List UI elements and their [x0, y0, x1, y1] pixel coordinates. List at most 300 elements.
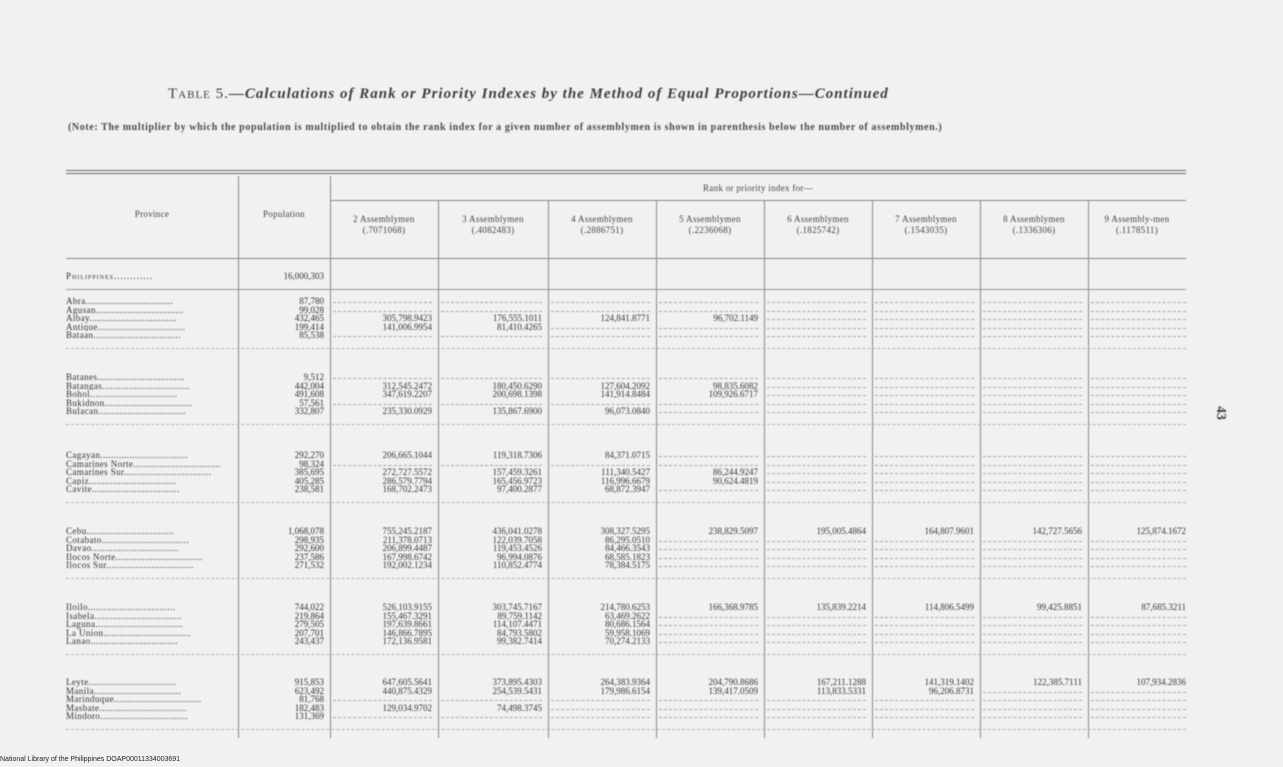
rank-index-cell: 78,384.5175: [605, 560, 650, 571]
empty-cell-leader: [333, 336, 432, 337]
empty-cell-leader: [441, 717, 542, 718]
empty-cell-leader: [983, 617, 1082, 618]
group-separator: [66, 578, 1186, 579]
empty-cell-leader: [767, 328, 866, 329]
empty-cell-leader: [659, 625, 758, 626]
province-name: Bulacan.................................: [66, 407, 186, 416]
rank-index-cell: 214,780.6253: [600, 602, 650, 612]
empty-cell-leader: [875, 328, 974, 329]
province-name: Cebu.................................: [66, 527, 175, 536]
empty-cell-leader: [983, 692, 1082, 693]
empty-cell-leader: [767, 549, 866, 550]
empty-cell-leader: [441, 302, 542, 303]
empty-cell-leader: [767, 456, 866, 457]
table-title: [168, 86, 1098, 103]
rank-header-rule: [330, 200, 1186, 201]
empty-cell-leader: [983, 404, 1082, 405]
empty-cell-leader: [1091, 634, 1186, 635]
rank-index-cell: 172,136.9581: [382, 636, 432, 647]
rank-index-cell: 68,872.3947: [605, 484, 650, 495]
rank-index-cell: 98,835.6082: [713, 380, 758, 391]
page-number: 43: [1213, 406, 1228, 420]
empty-cell-leader: [875, 617, 974, 618]
province-population: 491,608: [294, 389, 324, 400]
empty-cell-leader: [1091, 404, 1186, 405]
empty-cell-leader: [875, 634, 974, 635]
empty-cell-leader: [767, 642, 866, 643]
rank-index-cell: 129,034.9702: [382, 702, 432, 713]
rank-index-cell: 197,639.8661: [382, 619, 432, 630]
empty-cell-leader: [875, 541, 974, 542]
empty-cell-leader: [767, 709, 866, 710]
empty-cell-leader: [333, 378, 432, 379]
column-multiplier: (.2236068): [688, 225, 732, 235]
empty-cell-leader: [551, 336, 650, 337]
province-name: Camarines Sur.................................: [66, 468, 212, 477]
empty-cell-leader: [1091, 336, 1186, 337]
rank-index-cell: 141,006.9954: [382, 321, 432, 332]
province-name: Bukidnon.................................: [66, 398, 193, 408]
group-separator: [66, 654, 1186, 655]
rank-index-cell: 211,378.0713: [382, 534, 432, 545]
province-name: Laguna.................................: [66, 620, 183, 629]
empty-cell-leader: [983, 311, 1082, 312]
empty-cell-leader: [551, 717, 650, 718]
rank-index-cell: 305,798.9423: [382, 313, 432, 324]
empty-cell-leader: [333, 302, 432, 303]
table-note: (Note: The multiplier by which the population is multiplied to obtain the rank index for a given number of assemblymen is shown in parenthesis below the number of assemblymen.): [68, 122, 943, 133]
empty-cell-leader: [1091, 617, 1186, 618]
empty-cell-leader: [983, 456, 1082, 457]
column-divider: [980, 200, 981, 738]
empty-cell-leader: [767, 473, 866, 474]
province-population: 199,414: [294, 321, 324, 332]
province-name: Bohol.................................: [66, 390, 178, 399]
empty-cell-leader: [551, 378, 650, 379]
rank-index-cell: 135,867.6900: [492, 406, 542, 417]
empty-cell-leader: [659, 566, 758, 567]
column-multiplier: (.1178511): [1115, 225, 1159, 235]
province-name: Abra.................................: [66, 297, 174, 306]
empty-cell-leader: [1091, 319, 1186, 320]
province-population: 1,068,078: [288, 526, 324, 536]
province-name: Cotabato.................................: [66, 535, 190, 545]
empty-cell-leader: [983, 625, 1082, 626]
province-name: Isabela.................................: [66, 611, 182, 621]
empty-cell-leader: [333, 404, 432, 405]
rank-index-cell: 141,319.1402: [924, 677, 974, 687]
rank-index-cell: 235,330.0929: [382, 406, 432, 417]
empty-cell-leader: [767, 490, 866, 491]
rank-index-cell: 176,555.1011: [492, 313, 542, 324]
empty-cell-leader: [983, 378, 1082, 379]
province-name: Davao.................................: [66, 544, 179, 553]
empty-cell-leader: [875, 717, 974, 718]
rank-index-cell: 206,899.4487: [382, 543, 432, 554]
empty-cell-leader: [441, 404, 542, 405]
empty-cell-leader: [983, 328, 1082, 329]
rank-index-cell: 264,383.9364: [600, 677, 650, 687]
rank-index-cell: 80,686.1564: [605, 619, 650, 630]
province-name: La Union.................................: [66, 628, 191, 638]
empty-cell-leader: [659, 378, 758, 379]
group-separator: [66, 729, 1186, 730]
rank-index-cell: 206,665.1044: [382, 450, 432, 460]
philippines-label: Philippines............: [66, 272, 154, 281]
empty-cell-leader: [875, 642, 974, 643]
rank-index-cell: 436,041.0278: [492, 526, 542, 536]
empty-cell-leader: [1091, 456, 1186, 457]
empty-cell-leader: [441, 311, 542, 312]
empty-cell-leader: [333, 311, 432, 312]
rank-index-cell: 96,206.8731: [929, 685, 974, 696]
empty-cell-leader: [333, 465, 432, 466]
rank-index-cell: 96,702.1149: [713, 313, 758, 324]
empty-cell-leader: [875, 700, 974, 701]
empty-cell-leader: [1091, 387, 1186, 388]
empty-cell-leader: [1091, 642, 1186, 643]
empty-cell-leader: [875, 490, 974, 491]
empty-cell-leader: [551, 404, 650, 405]
empty-cell-leader: [983, 395, 1082, 396]
empty-cell-leader: [659, 465, 758, 466]
rank-index-cell: 164,807.9601: [924, 526, 974, 536]
empty-cell-leader: [983, 336, 1082, 337]
empty-cell-leader: [767, 311, 866, 312]
empty-cell-leader: [875, 404, 974, 405]
empty-cell-leader: [983, 302, 1082, 303]
empty-cell-leader: [875, 311, 974, 312]
rank-index-cell: 167,211.1288: [816, 677, 866, 687]
column-multiplier: (.2886751): [580, 225, 624, 235]
empty-cell-leader: [983, 566, 1082, 567]
rank-index-cell: 124,841.8771: [600, 313, 650, 324]
rank-index-cell: 254,539.5431: [492, 685, 542, 696]
rank-index-cell: 107,934.2836: [1136, 677, 1186, 687]
rank-index-cell: 312,545.2472: [382, 380, 432, 391]
empty-cell-leader: [1091, 465, 1186, 466]
empty-cell-leader: [767, 558, 866, 559]
empty-cell-leader: [333, 700, 432, 701]
header-population: Population: [262, 209, 305, 219]
rank-index-cell: 155,467.3291: [382, 610, 432, 621]
empty-cell-leader: [1091, 692, 1186, 693]
rank-index-cell: 109,926.6717: [708, 389, 758, 400]
rank-index-cell: 84,793.5802: [497, 627, 542, 638]
column-divider: [656, 200, 657, 738]
province-population: 237,586: [294, 551, 324, 562]
top-rule: [66, 173, 1186, 174]
empty-cell-leader: [983, 549, 1082, 550]
empty-cell-leader: [551, 328, 650, 329]
empty-cell-leader: [659, 302, 758, 303]
empty-cell-leader: [1091, 700, 1186, 701]
empty-cell-leader: [1091, 378, 1186, 379]
rank-index-cell: 111,340.5427: [601, 467, 650, 478]
province-name: Lanao.................................: [66, 637, 178, 646]
column-multiplier: (.4082483): [471, 225, 515, 235]
province-name: Albay.................................: [66, 314, 177, 323]
empty-cell-leader: [1091, 482, 1186, 483]
province-name: Cagayan.................................: [66, 451, 188, 460]
empty-cell-leader: [1091, 490, 1186, 491]
empty-cell-leader: [983, 319, 1082, 320]
empty-cell-leader: [1091, 709, 1186, 710]
rank-index-cell: 99,382.7414: [497, 636, 542, 647]
column-label: 8 Assemblymen: [1003, 214, 1065, 224]
province-population: 623,492: [294, 685, 324, 696]
empty-cell-leader: [875, 465, 974, 466]
empty-cell-leader: [767, 700, 866, 701]
empty-cell-leader: [983, 717, 1082, 718]
empty-cell-leader: [875, 378, 974, 379]
province-name: Ilocos Norte.................................: [66, 552, 203, 562]
empty-cell-leader: [875, 566, 974, 567]
empty-cell-leader: [767, 404, 866, 405]
empty-cell-leader: [441, 378, 542, 379]
column-header-6-assemblymen: [764, 214, 872, 236]
province-population: 298,935: [294, 534, 324, 545]
rank-index-cell: 63,469.2622: [605, 610, 650, 621]
empty-cell-leader: [551, 302, 650, 303]
province-name: Marinduque.................................: [66, 695, 202, 704]
column-divider: [764, 200, 765, 738]
rank-index-cell: 286,579.7794: [382, 475, 432, 486]
rank-index-cell: 195,005.4864: [816, 526, 866, 536]
empty-cell-leader: [551, 709, 650, 710]
province-name: Iloilo.................................: [66, 603, 176, 612]
rank-index-cell: 167,998.6742: [382, 551, 432, 562]
province-population: 915,853: [294, 677, 324, 687]
rank-index-cell: 84,371.0715: [605, 450, 650, 460]
rank-index-cell: 68,585.1823: [605, 551, 650, 562]
empty-cell-leader: [659, 709, 758, 710]
province-population: 292,270: [294, 450, 324, 460]
empty-cell-leader: [659, 456, 758, 457]
column-header-2-assemblymen: [330, 214, 438, 236]
column-label: 3 Assemblymen: [462, 214, 524, 224]
empty-cell-leader: [551, 311, 650, 312]
rank-index-cell: 200,698.1398: [492, 389, 542, 400]
empty-cell-leader: [983, 558, 1082, 559]
rank-index-cell: 74,498.3745: [497, 702, 542, 713]
province-population: 57,561: [299, 397, 324, 408]
rank-index-cell: 122,385.7111: [1033, 677, 1082, 687]
empty-cell-leader: [441, 465, 542, 466]
empty-cell-leader: [659, 412, 758, 413]
rank-index-cell: 168,702.2473: [382, 484, 432, 495]
column-header-3-assemblymen: [438, 214, 548, 236]
empty-cell-leader: [875, 412, 974, 413]
province-population: 332,807: [294, 406, 324, 417]
rank-index-cell: 116,996.6679: [600, 475, 650, 486]
empty-cell-leader: [551, 465, 650, 466]
province-population: 87,780: [299, 296, 324, 306]
column-label: 5 Assemblymen: [679, 214, 741, 224]
empty-cell-leader: [767, 412, 866, 413]
rank-index-cell: 122,039.7058: [492, 534, 542, 545]
province-population: 219,864: [294, 610, 324, 621]
rank-index-cell: 125,874.1672: [1136, 526, 1186, 536]
empty-cell-leader: [983, 709, 1082, 710]
rank-index-cell: 99,425.8851: [1037, 602, 1082, 612]
rank-index-cell: 119,453.4526: [492, 543, 542, 554]
empty-cell-leader: [1091, 566, 1186, 567]
table-number: Table 5.: [168, 86, 229, 102]
empty-cell-leader: [659, 328, 758, 329]
empty-cell-leader: [767, 625, 866, 626]
empty-cell-leader: [441, 700, 542, 701]
column-multiplier: (.1825742): [796, 225, 840, 235]
header-rank: Rank or priority index for—: [702, 183, 814, 193]
empty-cell-leader: [983, 634, 1082, 635]
footer-credit: National Library of the Philippines DOAP00011334003691: [0, 756, 181, 763]
empty-cell-leader: [767, 319, 866, 320]
column-label: 6 Assemblymen: [787, 214, 849, 224]
rank-index-cell: 347,619.2207: [382, 389, 432, 400]
column-label: 4 Assemblymen: [571, 214, 633, 224]
rank-index-cell: 87,685.3211: [1141, 602, 1186, 612]
empty-cell-leader: [659, 549, 758, 550]
rank-index-cell: 86,295.0510: [605, 534, 650, 545]
rank-index-cell: 135,839.2214: [816, 602, 866, 612]
province-population: 432,465: [294, 313, 324, 324]
rank-index-cell: 84,466.3543: [605, 543, 650, 554]
empty-cell-leader: [767, 465, 866, 466]
province-population: 99,028: [299, 304, 324, 315]
rank-index-cell: 440,875.4329: [382, 685, 432, 696]
province-name: Mindoro.................................: [66, 712, 188, 721]
province-population: 279,505: [294, 619, 324, 630]
province-name: Ilocos Sur.................................: [66, 561, 194, 570]
header-province: Province: [134, 209, 170, 219]
province-name: Bataan.................................: [66, 331, 181, 340]
province-population: 292,600: [294, 543, 324, 554]
rank-index-cell: 89,759.1142: [497, 610, 542, 621]
rank-index-cell: 179,986.6154: [600, 685, 650, 696]
column-divider: [872, 200, 873, 738]
empty-cell-leader: [983, 541, 1082, 542]
column-header-9-assemblymen: [1088, 214, 1186, 236]
rank-index-cell: 90,624.4819: [713, 475, 758, 486]
rank-index-cell: 110,852.4774: [492, 560, 542, 571]
province-population: 243,437: [294, 636, 324, 647]
empty-cell-leader: [1091, 395, 1186, 396]
province-population: 271,532: [294, 560, 324, 571]
province-name: Cavite.................................: [66, 485, 180, 494]
rank-index-cell: 96,994.0876: [497, 551, 542, 562]
rank-index-cell: 303,745.7167: [492, 602, 542, 612]
province-name: Capiz.................................: [66, 476, 177, 486]
column-header-8-assemblymen: [980, 214, 1088, 236]
empty-cell-leader: [551, 700, 650, 701]
rank-index-cell: 272,727.5572: [382, 467, 432, 478]
group-separator: [66, 424, 1186, 425]
empty-cell-leader: [659, 404, 758, 405]
empty-cell-leader: [767, 482, 866, 483]
rank-index-cell: 114,806.5499: [924, 602, 974, 612]
rank-index-cell: 180,450.6290: [492, 380, 542, 391]
empty-cell-leader: [875, 302, 974, 303]
province-population: 207,701: [294, 627, 324, 638]
empty-cell-leader: [875, 709, 974, 710]
column-label: 2 Assemblymen: [353, 214, 415, 224]
province-population: 9,512: [303, 372, 324, 382]
empty-cell-leader: [767, 395, 866, 396]
empty-cell-leader: [767, 566, 866, 567]
province-name: Agusan.................................: [66, 305, 184, 315]
empty-cell-leader: [983, 482, 1082, 483]
header-bottom-rule: [66, 258, 1186, 259]
rank-index-cell: 141,914.8484: [600, 389, 650, 400]
empty-cell-leader: [659, 700, 758, 701]
rank-index-cell: 127,604.2092: [600, 380, 650, 391]
province-name: Leyte.................................: [66, 678, 176, 687]
empty-cell-leader: [659, 336, 758, 337]
empty-cell-leader: [767, 717, 866, 718]
rank-index-cell: 81,410.4265: [497, 321, 542, 332]
province-name: Batangas.................................: [66, 381, 190, 391]
province-population: 744,022: [294, 602, 324, 612]
empty-cell-leader: [875, 473, 974, 474]
rank-index-cell: 526,103.9155: [382, 602, 432, 612]
province-population: 81,768: [299, 694, 324, 705]
province-population: 131,369: [294, 711, 324, 722]
empty-cell-leader: [875, 456, 974, 457]
province-name: Camarines Norte.................................: [66, 459, 221, 469]
empty-cell-leader: [983, 473, 1082, 474]
rank-index-cell: 157,459.3261: [492, 467, 542, 478]
empty-cell-leader: [659, 311, 758, 312]
rank-index-cell: 166,368.9785: [708, 602, 758, 612]
empty-cell-leader: [1091, 473, 1186, 474]
column-multiplier: (.7071068): [362, 225, 406, 235]
philippines-population: 16,000,303: [283, 271, 324, 281]
rank-index-cell: 308,327.5295: [600, 526, 650, 536]
group-separator: [66, 502, 1186, 503]
province-population: 98,324: [299, 458, 324, 469]
empty-cell-leader: [333, 717, 432, 718]
empty-cell-leader: [983, 642, 1082, 643]
empty-cell-leader: [875, 482, 974, 483]
empty-cell-leader: [875, 558, 974, 559]
empty-cell-leader: [659, 558, 758, 559]
empty-cell-leader: [1091, 549, 1186, 550]
empty-cell-leader: [983, 387, 1082, 388]
empty-cell-leader: [875, 395, 974, 396]
empty-cell-leader: [659, 642, 758, 643]
empty-cell-leader: [875, 549, 974, 550]
rank-index-cell: 647,605.5641: [382, 677, 432, 687]
column-label: 7 Assemblymen: [895, 214, 957, 224]
empty-cell-leader: [875, 336, 974, 337]
rank-index-cell: 165,456.9723: [492, 475, 542, 486]
rank-index-cell: 204,790.8686: [708, 677, 758, 687]
column-header-7-assemblymen: [872, 214, 980, 236]
empty-cell-leader: [767, 302, 866, 303]
philippines-row-rule: [66, 289, 1186, 290]
column-multiplier: (.1336306): [1012, 225, 1056, 235]
rank-index-cell: 97,400.2877: [497, 484, 542, 495]
empty-cell-leader: [1091, 541, 1186, 542]
rank-index-cell: 238,829.5097: [708, 526, 758, 536]
rank-index-cell: 86,244.9247: [713, 467, 758, 478]
column-label: 9 Assembly-men: [1104, 214, 1170, 224]
empty-cell-leader: [659, 617, 758, 618]
rank-index-cell: 96,073.0840: [605, 406, 650, 417]
column-divider: [1088, 200, 1089, 738]
province-population: 442,004: [294, 380, 324, 391]
